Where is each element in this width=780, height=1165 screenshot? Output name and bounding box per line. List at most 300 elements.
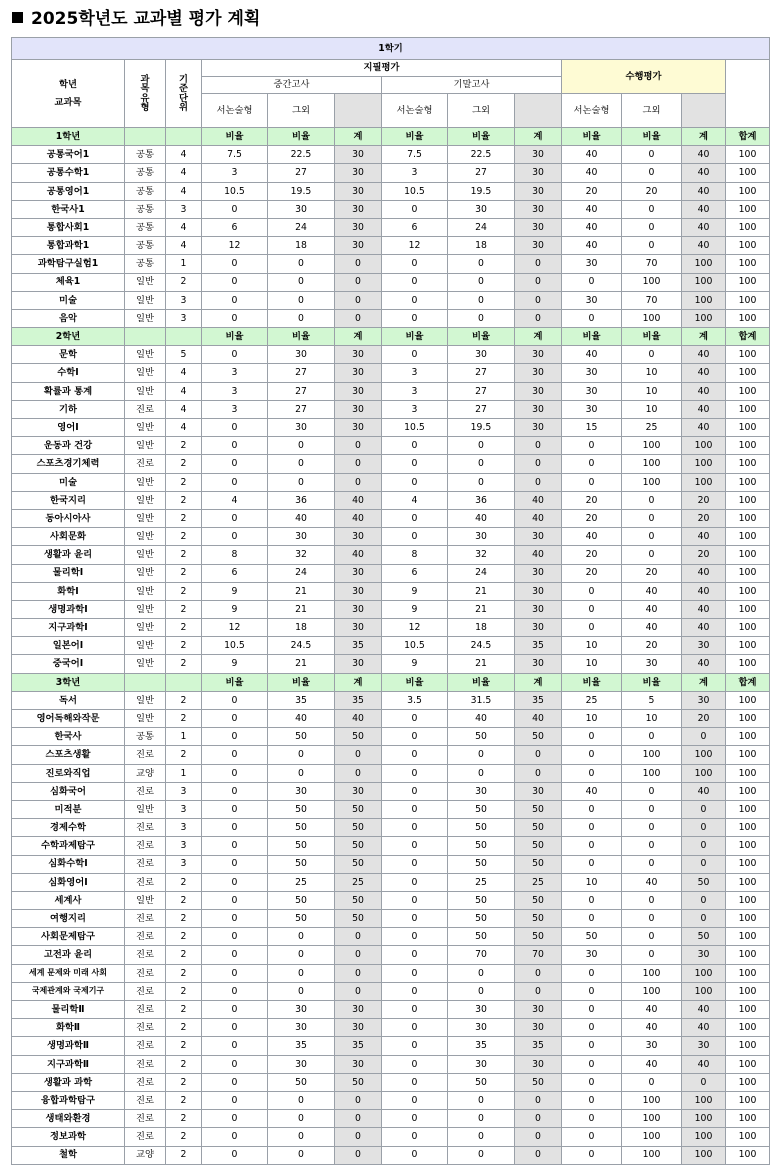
- subject-category: 일반: [125, 800, 166, 818]
- subject-name: 통합사회1: [12, 218, 125, 236]
- value-cell: 20: [622, 564, 682, 582]
- value-cell: 24.5: [268, 637, 335, 655]
- value-cell: 40: [622, 600, 682, 618]
- subject-name: 화학Ⅰ: [12, 582, 125, 600]
- value-cell: 0: [562, 964, 622, 982]
- value-cell: 0: [562, 1110, 622, 1128]
- value-cell: 0: [202, 746, 268, 764]
- midterm-total-blank: [335, 94, 382, 128]
- value-cell: 24: [268, 218, 335, 236]
- grade-subject-header: [12, 60, 125, 128]
- value-cell: 30: [268, 346, 335, 364]
- value-cell: 50: [448, 837, 515, 855]
- value-cell: 0: [268, 764, 335, 782]
- subtotal-cell: 40: [682, 364, 726, 382]
- credit-units: 2: [166, 619, 202, 637]
- value-cell: 3: [202, 400, 268, 418]
- perf-total-blank: [682, 94, 726, 128]
- grand-total-cell: 100: [726, 582, 770, 600]
- subtotal-cell: 50: [515, 837, 562, 855]
- grand-total-cell: 100: [726, 964, 770, 982]
- value-cell: 40: [622, 1001, 682, 1019]
- subject-name: 지구과학Ⅱ: [12, 1055, 125, 1073]
- value-cell: 0: [382, 1128, 448, 1146]
- value-cell: 0: [622, 928, 682, 946]
- value-cell: 12: [202, 237, 268, 255]
- value-cell: 0: [562, 764, 622, 782]
- value-cell: 0: [202, 419, 268, 437]
- grand-total-cell: 100: [726, 873, 770, 891]
- value-cell: 0: [268, 1110, 335, 1128]
- grand-total-cell: 100: [726, 855, 770, 873]
- value-cell: 0: [202, 273, 268, 291]
- value-cell: 0: [202, 509, 268, 527]
- grand-total-cell: 100: [726, 382, 770, 400]
- value-cell: 0: [622, 891, 682, 909]
- grand-total-cell: 100: [726, 982, 770, 1000]
- subject-name: 스포츠경기체력: [12, 455, 125, 473]
- value-cell: 0: [202, 1037, 268, 1055]
- subject-name: 생명과학Ⅱ: [12, 1037, 125, 1055]
- credit-units: 2: [166, 1110, 202, 1128]
- grand-total-cell: 100: [726, 473, 770, 491]
- value-cell: 0: [202, 473, 268, 491]
- subject-name: 국제관계와 국제기구: [12, 982, 125, 1000]
- grand-total-cell: 100: [726, 1128, 770, 1146]
- table-row: [12, 1037, 770, 1055]
- value-cell: 3: [382, 400, 448, 418]
- value-cell: 0: [562, 619, 622, 637]
- credit-units: 2: [166, 637, 202, 655]
- subject-name: 세계사: [12, 891, 125, 909]
- value-cell: 0: [562, 982, 622, 1000]
- value-cell: 0: [382, 746, 448, 764]
- subject-name: 생태와환경: [12, 1110, 125, 1128]
- column-label-total: 계: [335, 673, 382, 691]
- value-cell: 40: [448, 509, 515, 527]
- table-row: [12, 855, 770, 873]
- value-cell: 100: [622, 1091, 682, 1109]
- table-row: [12, 564, 770, 582]
- subject-category: 진로: [125, 1073, 166, 1091]
- value-cell: 3: [202, 164, 268, 182]
- value-cell: 27: [448, 364, 515, 382]
- value-cell: 10: [622, 364, 682, 382]
- value-cell: 4: [382, 491, 448, 509]
- subtotal-cell: 40: [682, 182, 726, 200]
- final-total-blank: [515, 94, 562, 128]
- credit-units: 2: [166, 546, 202, 564]
- credit-units: 2: [166, 982, 202, 1000]
- value-cell: 35: [268, 1037, 335, 1055]
- value-cell: 18: [268, 237, 335, 255]
- credit-units: 4: [166, 382, 202, 400]
- subject-category: 진로: [125, 455, 166, 473]
- subtotal-cell: 100: [682, 473, 726, 491]
- value-cell: 25: [268, 873, 335, 891]
- subtotal-cell: 40: [682, 237, 726, 255]
- subtotal-cell: 40: [682, 382, 726, 400]
- value-cell: 40: [268, 710, 335, 728]
- subtotal-cell: 30: [335, 564, 382, 582]
- value-cell: 30: [268, 528, 335, 546]
- table-row: [12, 800, 770, 818]
- credit-units: 2: [166, 437, 202, 455]
- table-row: [12, 546, 770, 564]
- value-cell: 10.5: [202, 637, 268, 655]
- credit-units: 2: [166, 528, 202, 546]
- credit-units: 2: [166, 564, 202, 582]
- subject-name: 심화수학Ⅰ: [12, 855, 125, 873]
- subtotal-cell: 35: [335, 691, 382, 709]
- value-cell: 35: [448, 1037, 515, 1055]
- subtotal-cell: 0: [515, 473, 562, 491]
- subtotal-cell: 30: [682, 946, 726, 964]
- table-row: [12, 346, 770, 364]
- value-cell: 0: [382, 928, 448, 946]
- value-cell: 100: [622, 982, 682, 1000]
- value-cell: 50: [268, 1073, 335, 1091]
- grade-section-row: [12, 128, 770, 146]
- subject-category: 일반: [125, 291, 166, 309]
- column-label-total: 계: [515, 673, 562, 691]
- value-cell: 0: [202, 200, 268, 218]
- credit-units: 2: [166, 509, 202, 527]
- value-cell: 0: [202, 291, 268, 309]
- value-cell: 100: [622, 273, 682, 291]
- value-cell: 40: [562, 218, 622, 236]
- column-label-total: 계: [515, 128, 562, 146]
- value-cell: 30: [268, 1055, 335, 1073]
- value-cell: 21: [448, 600, 515, 618]
- evaluation-plan-table: [11, 37, 770, 1165]
- table-row: [12, 637, 770, 655]
- subject-category: 일반: [125, 691, 166, 709]
- value-cell: 7.5: [202, 146, 268, 164]
- value-cell: 50: [268, 819, 335, 837]
- credit-units: 2: [166, 1001, 202, 1019]
- value-cell: 18: [268, 619, 335, 637]
- value-cell: 0: [202, 782, 268, 800]
- subtotal-cell: 0: [335, 291, 382, 309]
- value-cell: 9: [202, 600, 268, 618]
- value-cell: 50: [268, 800, 335, 818]
- value-cell: 0: [382, 1146, 448, 1164]
- value-cell: 10.5: [382, 419, 448, 437]
- subtotal-cell: 100: [682, 1110, 726, 1128]
- subject-category: 진로: [125, 819, 166, 837]
- value-cell: 0: [202, 437, 268, 455]
- subject-name: 음악: [12, 309, 125, 327]
- column-label-grand-total: 합계: [726, 128, 770, 146]
- credit-units: 3: [166, 800, 202, 818]
- value-cell: 18: [448, 619, 515, 637]
- value-cell: 0: [202, 946, 268, 964]
- value-cell: 0: [622, 855, 682, 873]
- subtotal-cell: 0: [335, 982, 382, 1000]
- value-cell: 0: [382, 346, 448, 364]
- value-cell: 12: [382, 619, 448, 637]
- credit-units: 5: [166, 346, 202, 364]
- value-cell: 10: [562, 655, 622, 673]
- grand-total-cell: 100: [726, 837, 770, 855]
- value-cell: 0: [622, 782, 682, 800]
- perf-essay-header: 서논술형: [562, 94, 622, 128]
- value-cell: 0: [562, 1146, 622, 1164]
- table-row: [12, 873, 770, 891]
- value-cell: 30: [562, 382, 622, 400]
- column-label-ratio: 비율: [562, 673, 622, 691]
- credit-units: 3: [166, 200, 202, 218]
- value-cell: 36: [268, 491, 335, 509]
- value-cell: 0: [448, 291, 515, 309]
- subtotal-cell: 30: [515, 655, 562, 673]
- value-cell: 100: [622, 1110, 682, 1128]
- value-cell: 0: [562, 1019, 622, 1037]
- final-essay-header: 서논술형: [382, 94, 448, 128]
- subtotal-cell: 40: [682, 1055, 726, 1073]
- value-cell: 0: [202, 1019, 268, 1037]
- credit-units: 2: [166, 928, 202, 946]
- value-cell: 9: [382, 582, 448, 600]
- grand-total-cell: 100: [726, 291, 770, 309]
- subject-category: 일반: [125, 382, 166, 400]
- table-row: [12, 946, 770, 964]
- subtotal-cell: 0: [335, 746, 382, 764]
- table-row: [12, 891, 770, 909]
- value-cell: 0: [268, 1091, 335, 1109]
- subtotal-cell: 100: [682, 309, 726, 327]
- subject-name: 물리학Ⅱ: [12, 1001, 125, 1019]
- subtotal-cell: 50: [335, 800, 382, 818]
- subtotal-cell: 0: [682, 891, 726, 909]
- subject-category: 일반: [125, 491, 166, 509]
- value-cell: 0: [382, 309, 448, 327]
- subtotal-cell: 50: [682, 928, 726, 946]
- grand-total-cell: 100: [726, 1037, 770, 1055]
- value-cell: 30: [562, 400, 622, 418]
- value-cell: 30: [448, 528, 515, 546]
- subject-name: 지구과학Ⅰ: [12, 619, 125, 637]
- subtotal-cell: 35: [335, 1037, 382, 1055]
- value-cell: 0: [202, 928, 268, 946]
- subtotal-cell: 50: [335, 728, 382, 746]
- table-row: [12, 273, 770, 291]
- table-row: [12, 619, 770, 637]
- subject-name: 운동과 건강: [12, 437, 125, 455]
- value-cell: 40: [562, 346, 622, 364]
- value-cell: 4: [202, 491, 268, 509]
- value-cell: 0: [382, 910, 448, 928]
- value-cell: 8: [202, 546, 268, 564]
- value-cell: 0: [448, 764, 515, 782]
- grand-total-cell: 100: [726, 546, 770, 564]
- table-row: [12, 400, 770, 418]
- subtotal-cell: 100: [682, 746, 726, 764]
- subject-name: 한국지리: [12, 491, 125, 509]
- subtotal-cell: 40: [682, 528, 726, 546]
- subject-name: 영어Ⅰ: [12, 419, 125, 437]
- value-cell: 10: [562, 637, 622, 655]
- column-label-ratio: 비율: [382, 328, 448, 346]
- value-cell: 0: [202, 800, 268, 818]
- value-cell: 0: [562, 1128, 622, 1146]
- grade-label: 2학년: [12, 328, 125, 346]
- subtotal-cell: 100: [682, 764, 726, 782]
- value-cell: 0: [622, 837, 682, 855]
- value-cell: 21: [448, 582, 515, 600]
- column-label-ratio: 비율: [268, 128, 335, 146]
- column-label-ratio: 비율: [622, 673, 682, 691]
- empty-cell: [125, 673, 166, 691]
- subject-category: 진로: [125, 873, 166, 891]
- value-cell: 0: [448, 309, 515, 327]
- grand-total-cell: 100: [726, 800, 770, 818]
- value-cell: 30: [622, 1037, 682, 1055]
- subtotal-cell: 0: [335, 437, 382, 455]
- value-cell: 0: [562, 746, 622, 764]
- subtotal-cell: 0: [682, 819, 726, 837]
- credit-units: 2: [166, 1055, 202, 1073]
- subject-category: 일반: [125, 637, 166, 655]
- subject-category: 진로: [125, 1001, 166, 1019]
- value-cell: 0: [202, 855, 268, 873]
- subtotal-cell: 20: [682, 710, 726, 728]
- column-label-ratio: 비율: [382, 673, 448, 691]
- subtotal-cell: 0: [335, 946, 382, 964]
- subject-category: 일반: [125, 473, 166, 491]
- subtotal-cell: 50: [515, 819, 562, 837]
- table-row: [12, 710, 770, 728]
- subtotal-cell: 40: [335, 509, 382, 527]
- table-row: [12, 655, 770, 673]
- value-cell: 40: [622, 582, 682, 600]
- value-cell: 0: [622, 819, 682, 837]
- value-cell: 0: [382, 964, 448, 982]
- credit-units: 2: [166, 600, 202, 618]
- value-cell: 0: [622, 509, 682, 527]
- column-label-total: 계: [682, 673, 726, 691]
- subject-category: 일반: [125, 600, 166, 618]
- credit-units: 2: [166, 964, 202, 982]
- subtotal-cell: 30: [335, 1055, 382, 1073]
- subtotal-cell: 20: [682, 509, 726, 527]
- subtotal-cell: 0: [515, 273, 562, 291]
- value-cell: 0: [622, 728, 682, 746]
- value-cell: 40: [562, 146, 622, 164]
- subtotal-cell: 40: [682, 782, 726, 800]
- value-cell: 40: [448, 710, 515, 728]
- value-cell: 0: [202, 1073, 268, 1091]
- value-cell: 27: [448, 382, 515, 400]
- header-row-1: [12, 60, 770, 77]
- value-cell: 27: [448, 164, 515, 182]
- value-cell: 30: [268, 1019, 335, 1037]
- subject-name: 정보과학: [12, 1128, 125, 1146]
- value-cell: 70: [622, 255, 682, 273]
- grade-label: 3학년: [12, 673, 125, 691]
- subject-name: 체육1: [12, 273, 125, 291]
- value-cell: 0: [202, 1091, 268, 1109]
- value-cell: 0: [448, 455, 515, 473]
- subtotal-cell: 30: [515, 146, 562, 164]
- grand-total-cell: 100: [726, 564, 770, 582]
- grade-section-row: [12, 673, 770, 691]
- subject-category: 진로: [125, 746, 166, 764]
- value-cell: 10.5: [382, 182, 448, 200]
- value-cell: 9: [202, 582, 268, 600]
- column-label-ratio: 비율: [382, 128, 448, 146]
- grand-total-cell: 100: [726, 437, 770, 455]
- value-cell: 0: [202, 691, 268, 709]
- value-cell: 21: [448, 655, 515, 673]
- subject-name: 영어독해와작문: [12, 710, 125, 728]
- value-cell: 0: [382, 837, 448, 855]
- empty-cell: [166, 673, 202, 691]
- subtotal-cell: 25: [335, 873, 382, 891]
- value-cell: 0: [202, 910, 268, 928]
- subtotal-cell: 50: [515, 928, 562, 946]
- subject-category: 공통: [125, 164, 166, 182]
- value-cell: 0: [382, 1073, 448, 1091]
- value-cell: 40: [622, 1055, 682, 1073]
- value-cell: 0: [382, 255, 448, 273]
- column-label-total: 계: [682, 128, 726, 146]
- subject-category: 진로: [125, 946, 166, 964]
- subject-category: 진로: [125, 1128, 166, 1146]
- value-cell: 100: [622, 1146, 682, 1164]
- value-cell: 27: [268, 382, 335, 400]
- value-cell: 0: [382, 1001, 448, 1019]
- subtotal-cell: 30: [515, 564, 562, 582]
- column-label-ratio: 비율: [562, 128, 622, 146]
- subtotal-cell: 40: [682, 200, 726, 218]
- subject-category: 일반: [125, 346, 166, 364]
- credit-units: 1: [166, 764, 202, 782]
- grand-total-cell: 100: [726, 309, 770, 327]
- subtotal-cell: 0: [515, 255, 562, 273]
- value-cell: 3: [202, 364, 268, 382]
- subtotal-cell: 0: [335, 764, 382, 782]
- subtotal-cell: 40: [515, 710, 562, 728]
- value-cell: 0: [622, 800, 682, 818]
- subtotal-cell: 30: [335, 419, 382, 437]
- value-cell: 24: [448, 564, 515, 582]
- subject-name: 독서: [12, 691, 125, 709]
- value-cell: 0: [268, 309, 335, 327]
- subtotal-cell: 100: [682, 437, 726, 455]
- value-cell: 0: [448, 746, 515, 764]
- value-cell: 40: [562, 782, 622, 800]
- subject-category: 교양: [125, 1146, 166, 1164]
- subtotal-cell: 30: [515, 1001, 562, 1019]
- grand-total-cell: 100: [726, 1146, 770, 1164]
- table-row: [12, 491, 770, 509]
- table-row: [12, 382, 770, 400]
- value-cell: 50: [448, 891, 515, 909]
- grand-total-cell: 100: [726, 164, 770, 182]
- subtotal-cell: 0: [515, 437, 562, 455]
- subtotal-cell: 0: [335, 964, 382, 982]
- grand-total-cell: 100: [726, 346, 770, 364]
- value-cell: 0: [202, 873, 268, 891]
- column-label-ratio: 비율: [268, 328, 335, 346]
- subject-name: 물리학Ⅰ: [12, 564, 125, 582]
- value-cell: 20: [562, 509, 622, 527]
- value-cell: 0: [562, 837, 622, 855]
- subtotal-cell: 40: [682, 1001, 726, 1019]
- value-cell: 40: [622, 619, 682, 637]
